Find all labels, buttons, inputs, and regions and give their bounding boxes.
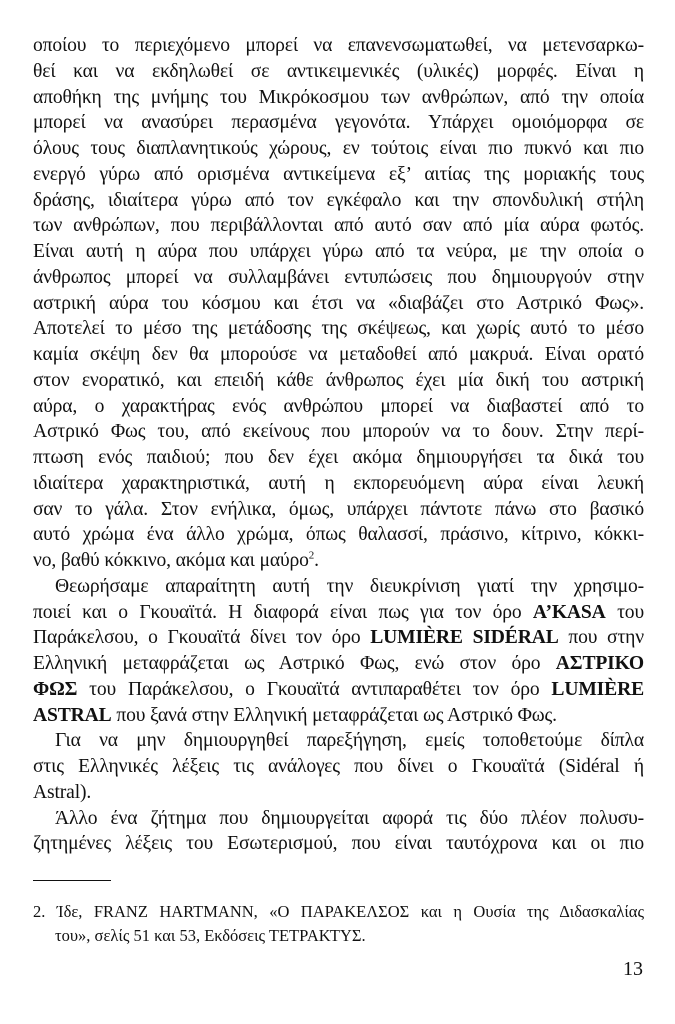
text-segment: στον ενορατικό, και επειδή κάθε άνθρωπος έχει μία δική του αστρική xyxy=(33,369,644,391)
text-segment: Άλλο ένα ζήτημα που δημιουργείται αφορά τις δύο πλέον πολυσυ- xyxy=(55,807,644,829)
text-segment: των ανθρώπων, που περιβάλλονται από αυτό σαν από μία αύρα φωτός. xyxy=(33,215,644,237)
text-segment: σαν το γάλα. Στον ενήλικα, όμως, υπάρχει πάντοτε πάνω στο βασικό xyxy=(33,498,644,520)
footnote-line: 2. Ίδε, FRANZ HARTMANN, «Ο ΠΑΡΑΚΕΛΣΟΣ και η Ουσία της Διδασκαλίας xyxy=(33,902,644,921)
text-line xyxy=(33,291,644,317)
text-segment: αστρική αύρα του κόσμου και έτσι να «διαβάζει στο Αστρικό Φως». xyxy=(33,292,644,314)
text-segment: αποθήκη της μνήμης του Μικρόκοσμου των ανθρώπων, από την οποία xyxy=(33,86,644,108)
text-segment: Astral). xyxy=(33,781,92,803)
text-segment: Για να μην δημιουργηθεί παρεξήγηση, εμείς τοποθετούμε δίπλα xyxy=(55,730,644,752)
text-segment: αυτό χρώμα ένα άλλο χρώμα, όπως θαλασσί, πράσινο, κίτρινο, κόκκι- xyxy=(33,524,644,546)
text-segment: Παράκελσου, ο Γκουαϊτά δίνει τον όρο xyxy=(33,627,371,649)
text-line xyxy=(33,85,644,111)
text-segment: Αστρικό Φως του, από εκείνους που μπορούν να το δουν. Στην περί- xyxy=(33,421,644,443)
bold-term: LUMIÈRE SIDÉRAL xyxy=(370,627,559,649)
text-line xyxy=(33,239,644,265)
bold-term: ΦΩΣ xyxy=(33,678,78,700)
footnote-divider xyxy=(33,880,111,881)
text-segment: αύρα, ο χαρακτήρας ενός ανθρώπου μπορεί να διαβαστεί από το xyxy=(33,395,644,417)
text-segment: μπορεί να ανασύρει περασμένα γεγονότα. Υπάρχει ομοιόμορφα σε xyxy=(33,112,644,134)
text-line xyxy=(33,188,644,214)
text-segment: καμία σκέψη δεν θα μπορούσε να μεταδοθεί από μακρυά. Είναι ορατό xyxy=(33,344,644,365)
bold-term: ΑΣΤΡΙΚΟ xyxy=(555,653,644,674)
text-line xyxy=(33,419,644,445)
footnote xyxy=(33,900,644,948)
footnote-ref: 2 xyxy=(308,549,315,562)
text-segment: ιδιαίτερα χαρακτηριστικά, αυτή η εκπορευόμενη αύρα είναι λευκή xyxy=(33,472,644,494)
bold-term: LUMIÈRE xyxy=(551,678,644,700)
text-line xyxy=(33,445,644,471)
text-segment: που ξανά στην Ελληνική μεταφράζεται ως Αστρικό Φως. xyxy=(111,704,557,726)
text-line xyxy=(33,600,644,626)
text-segment: του xyxy=(605,601,644,623)
text-line xyxy=(33,316,644,342)
text-line xyxy=(33,728,644,754)
text-line xyxy=(33,703,644,729)
text-segment: ζητημένες λέξεις του Εσωτερισμού, που είναι ταυτόχρονα και οι πιο xyxy=(33,833,644,855)
text-line xyxy=(33,342,644,368)
text-line xyxy=(33,497,644,523)
body-text xyxy=(33,33,644,857)
text-line xyxy=(33,677,644,703)
text-line xyxy=(33,59,644,85)
text-line xyxy=(33,806,644,832)
text-line xyxy=(33,394,644,420)
text-segment: Θεωρήσαμε απαραίτητη αυτή την διευκρίνιση γιατί την χρησιμο- xyxy=(55,575,644,597)
footnote-line: του», σελίς 51 και 53, Εκδόσεις ΤΕΤΡΑΚΤΥΣ. xyxy=(55,926,366,945)
text-line xyxy=(33,110,644,136)
text-segment: στις Ελληνικές λέξεις τις ανάλογες που δίνει ο Γκουαϊτά (Sidéral ή xyxy=(33,756,644,777)
text-segment: που στην xyxy=(558,627,644,649)
bold-term: ASTRAL xyxy=(33,704,112,726)
text-line xyxy=(33,780,644,806)
text-line xyxy=(33,471,644,497)
text-segment: άνθρωπος μπορεί να συλλαμβάνει εντυπώσεις που δημιουργούν στην xyxy=(33,266,644,288)
text-segment: Αποτελεί το μέσο της μετάδοσης της σκέψεως, και χωρίς αυτό το μέσο xyxy=(33,318,644,340)
text-segment: θεί και να εκδηλωθεί σε αντικειμενικές (υλικές) μορφές. Είναι η xyxy=(33,60,644,82)
text-segment: . xyxy=(314,550,319,571)
page-number: 13 xyxy=(623,958,643,980)
text-segment: οποίου το περιεχόμενο μπορεί να επανενσωματωθεί, να μετενσαρκω- xyxy=(33,35,644,56)
text-line xyxy=(33,368,644,394)
text-line xyxy=(33,831,644,857)
text-line xyxy=(33,136,644,162)
text-line xyxy=(33,754,644,780)
text-segment: ποιεί και ο Γκουαϊτά. Η διαφορά είναι πως για τον όρο xyxy=(33,601,533,623)
text-line xyxy=(33,33,644,59)
bold-term: A’KASA xyxy=(532,601,606,623)
text-line xyxy=(33,548,644,574)
text-line xyxy=(33,625,644,651)
text-line xyxy=(33,522,644,548)
text-segment: ενεργό γύρω από ορισμένα αντικείμενα εξ’ αιτίας της μοριακής τους xyxy=(33,163,644,185)
text-segment: όλους τους διαπλανητικούς χώρους, εν τούτοις είναι πιο πυκνό και πιο xyxy=(33,138,644,159)
text-line xyxy=(33,162,644,188)
text-segment: πτωση ενός παιδιού; που δεν έχει ακόμα δημιουργήσει τα δικά του xyxy=(33,447,644,468)
text-segment: του Παράκελσου, ο Γκουαϊτά αντιπαραθέτει τον όρο xyxy=(77,678,552,700)
text-segment: νο, βαθύ κόκκινο, ακόμα και μαύρο xyxy=(33,550,309,571)
text-line xyxy=(33,265,644,291)
text-line xyxy=(33,213,644,239)
text-segment: Είναι αυτή η αύρα που υπάρχει γύρω από τα νεύρα, με την οποία ο xyxy=(33,241,644,262)
text-line xyxy=(33,574,644,600)
text-segment: δράσης, ιδιαίτερα γύρω από τον εγκέφαλο και την σπονδυλική στήλη xyxy=(33,189,644,211)
text-segment: Ελληνική μεταφράζεται ως Αστρικό Φως, ενώ στον όρο xyxy=(33,653,556,674)
text-line xyxy=(33,651,644,677)
